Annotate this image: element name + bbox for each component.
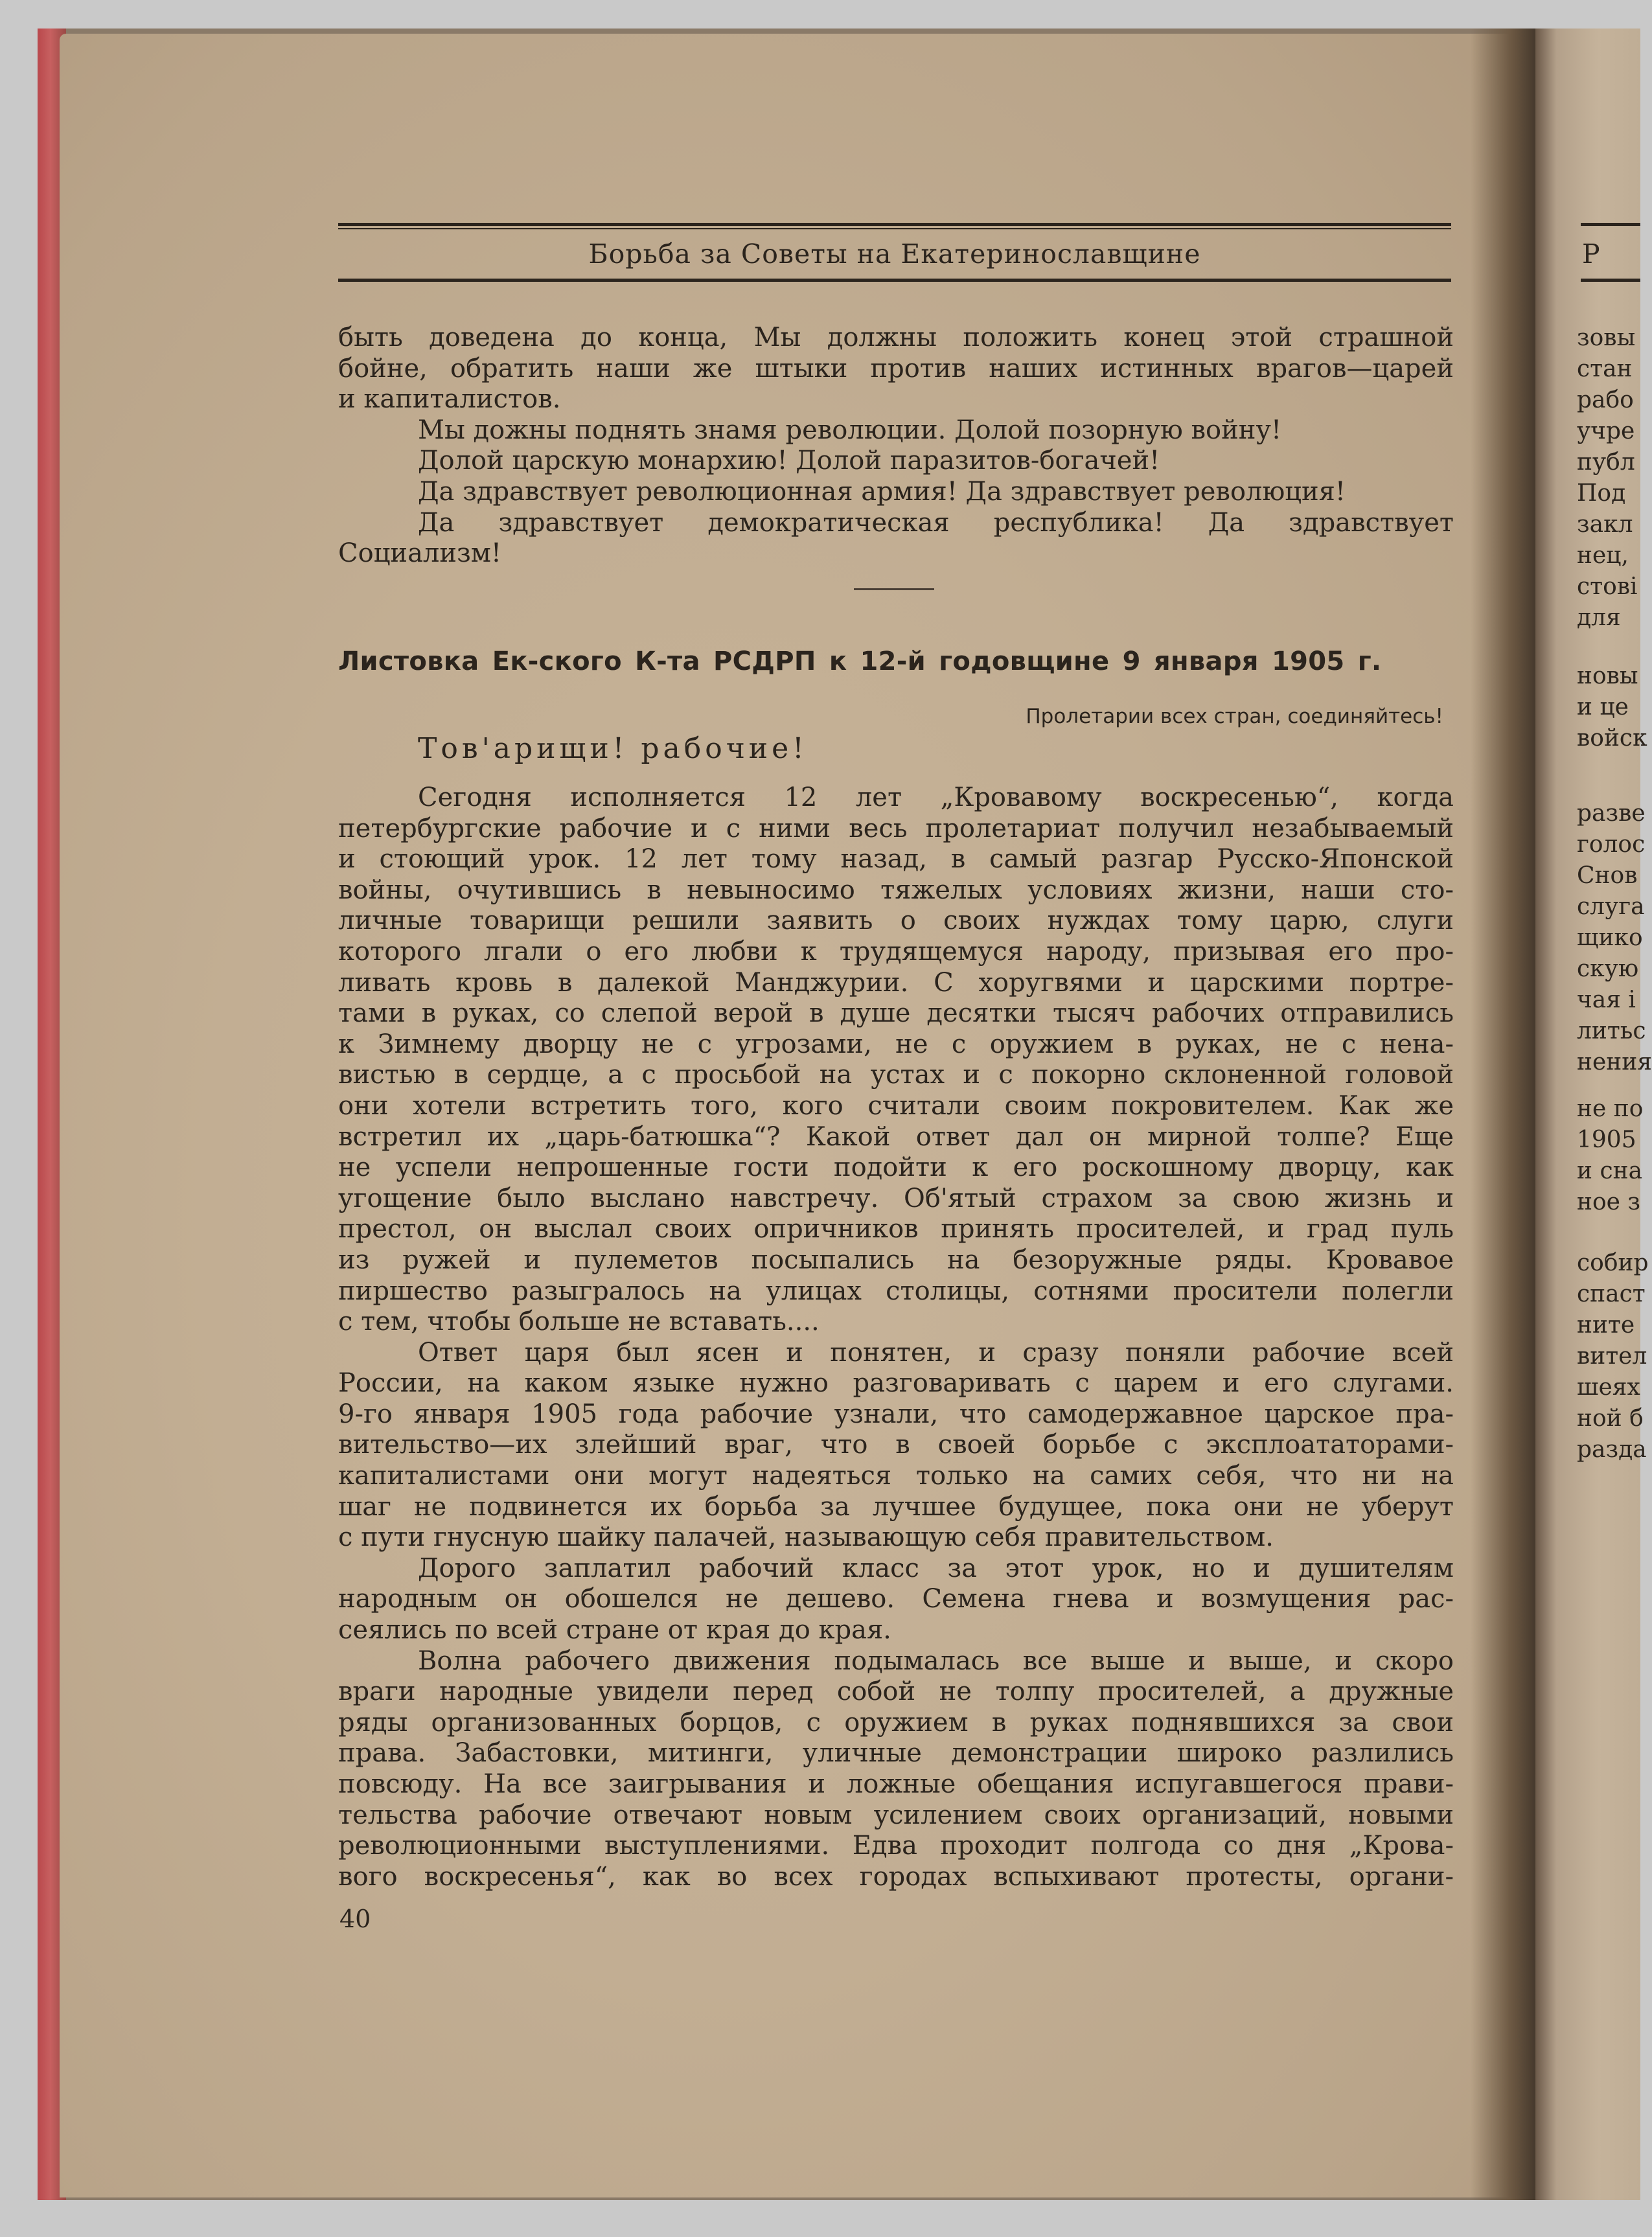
right-header-rule xyxy=(1581,223,1640,226)
fragment-line: нения xyxy=(1577,1049,1652,1075)
text-line: России, на каком языке нужно разговаривать с царем и его слугами. xyxy=(338,1368,1454,1399)
page-number: 40 xyxy=(339,1905,371,1933)
text-line: и капиталистов. xyxy=(338,384,561,415)
text-line: личные товарищи решили заявить о своих нуждах тому царю, слуги xyxy=(338,906,1454,936)
text-line: угощение было выслано навстречу. Об'ятый страхом за свою жизнь и xyxy=(338,1183,1454,1213)
header-rule-top xyxy=(338,223,1451,226)
fragment-line: ное з xyxy=(1577,1189,1641,1215)
fragment-line: чая і xyxy=(1577,987,1636,1013)
text-line: с пути гнусную шайку палачей, называющую себя правительством. xyxy=(338,1522,1274,1553)
text-line: не успели непрошенные гости подойти к его роскошному дворцу, как xyxy=(338,1153,1454,1183)
fragment-line: закл xyxy=(1577,511,1633,538)
section-separator xyxy=(854,588,934,590)
right-page-text-e xyxy=(1577,1248,1649,1465)
leaflet-body xyxy=(338,783,1454,1892)
text-line: Сегодня исполняется 12 лет „Кровавому воскресенью“, когда xyxy=(418,783,1454,812)
fragment-line: разда xyxy=(1577,1436,1647,1463)
fragment-line: слуга xyxy=(1577,893,1645,920)
fragment-line: разве xyxy=(1577,800,1646,827)
text-line: враги народные увидели перед собой не толпу просителей, а дружные xyxy=(338,1677,1454,1707)
slogan-line: Долой царскую монархию! Долой паразитов-богачей! xyxy=(418,446,1160,476)
fragment-line: стан xyxy=(1577,356,1633,382)
text-line: Социализм! xyxy=(338,538,501,569)
text-line: Дорого заплатил рабочий класс за этот урок, но и душителям xyxy=(418,1553,1454,1583)
text-line: пиршество разыгралось на улицах столицы, сотнями просители полегли xyxy=(338,1276,1454,1306)
text-line: войны, очутившись в невыносимо тяжелых условиях жизни, наши сто- xyxy=(338,875,1454,905)
fragment-line: ните xyxy=(1577,1312,1635,1338)
fragment-line: скую xyxy=(1577,956,1639,982)
fragment-line: щико xyxy=(1577,924,1643,951)
fragment-line: не по xyxy=(1577,1096,1644,1122)
fragment-line: учре xyxy=(1577,418,1635,444)
text-line: петербургские рабочие и с ними весь пролетариат получил незабываемый xyxy=(338,813,1454,843)
text-line: быть доведена до конца, Мы должны положить конец этой страшной xyxy=(338,323,1454,352)
fragment-line: 1905 xyxy=(1577,1127,1636,1153)
right-running-head-fragment: Р xyxy=(1582,238,1600,270)
text-line: Ответ царя был ясен и понятен, и сразу поняли рабочие всей xyxy=(418,1337,1454,1368)
text-line: ливать кровь в далекой Манджурии. С хоругвями и царскими портре- xyxy=(338,967,1454,998)
text-line: революционными выступлениями. Едва проходит полгода со дня „Крова- xyxy=(338,1831,1454,1861)
text-line: капиталистами они могут надеяться только на самих себя, что ни на xyxy=(338,1461,1454,1491)
text-line: ряды организованных борцов, с оружием в руках поднявшихся за свои xyxy=(338,1707,1454,1738)
slogan-line: Да здравствует революционная армия! Да здравствует революция! xyxy=(418,476,1346,507)
fragment-line: войск xyxy=(1577,725,1647,751)
fragment-line: стові xyxy=(1577,573,1638,600)
fragment-line: шеях xyxy=(1577,1374,1640,1401)
right-header-rule-bottom xyxy=(1581,279,1640,282)
leaflet-heading: Листовка Ек-ского К-та РСДРП к 12-й годовщине 9 января 1905 г. xyxy=(338,647,1382,676)
text-line: 9-го января 1905 года рабочие узнали, что самодержавное царское пра- xyxy=(338,1399,1454,1429)
fragment-line: вител xyxy=(1577,1343,1647,1370)
fragment-line: для xyxy=(1577,604,1621,631)
fragment-line: Под xyxy=(1577,480,1626,507)
text-line: Волна рабочего движения подымалась все выше и выше, и скоро xyxy=(418,1646,1454,1676)
fragment-line: Снов xyxy=(1577,862,1638,889)
text-line: тами в руках, со слепой верой в душе десятки тысяч рабочих отправились xyxy=(338,998,1454,1029)
leaflet-motto: Пролетарии всех стран, соединяйтесь! xyxy=(1026,705,1443,728)
fragment-line: и сна xyxy=(1577,1158,1643,1184)
leaflet-salutation: Тов'арищи! рабочие! xyxy=(418,732,808,765)
fragment-line: литьс xyxy=(1577,1018,1646,1044)
header-rule-top-thin xyxy=(338,228,1451,229)
fragment-line: ной б xyxy=(1577,1405,1644,1432)
right-page-text-a xyxy=(1577,323,1640,634)
slogan-line: Мы дожны поднять знамя революции. Долой позорную войну! xyxy=(418,415,1282,445)
fragment-line: новы xyxy=(1577,663,1638,689)
fragment-line: публ xyxy=(1577,449,1635,476)
fragment-line: нец, xyxy=(1577,542,1629,569)
right-page-text-c xyxy=(1577,798,1652,1078)
text-line: народным он обошелся не дешево. Семена гнева и возмущения рас- xyxy=(338,1584,1454,1614)
text-line: из ружей и пулеметов посыпались на безоружные ряды. Кровавое xyxy=(338,1245,1454,1275)
text-line: которого лгали о его любви к трудящемуся народу, призывая его про- xyxy=(338,936,1454,967)
header-rule-bottom xyxy=(338,279,1451,282)
text-line: повсюду. На все заигрывания и ложные обещания испугавшегося прави- xyxy=(338,1769,1454,1799)
right-page-text-b xyxy=(1577,661,1647,754)
slogan-line: Да здравствует демократическая республика! Да здравствует xyxy=(418,507,1454,538)
text-line: встретил их „царь-батюшка“? Какой ответ дал он мирной толпе? Еще xyxy=(338,1121,1454,1152)
text-line: престол, он выслал своих опричников принять просителей, и град пуль xyxy=(338,1214,1454,1245)
text-line: вистью в сердце, а с просьбой на устах и с покорно склоненной головой xyxy=(338,1060,1454,1090)
text-line: шаг не подвинется их борьба за лучшее будущее, пока они не уберут xyxy=(338,1491,1454,1522)
text-line: к Зимнему дворцу не с угрозами, не с оружием в руках, не с нена- xyxy=(338,1029,1454,1059)
text-line: тельства рабочие отвечают новым усилением своих организаций, новыми xyxy=(338,1800,1454,1830)
text-line: с тем, чтобы больше не вставать.... xyxy=(338,1307,820,1337)
text-line: они хотели встретить того, кого считали своим покровителем. Как же xyxy=(338,1090,1454,1121)
text-line: вительство—их злейший враг, что в своей борьбе с эксплоататорами- xyxy=(338,1430,1454,1460)
book-gutter-shadow xyxy=(1471,29,1542,2200)
text-line: сеялись по всей стране от края до края. xyxy=(338,1615,891,1646)
fragment-line: голос xyxy=(1577,831,1646,858)
text-line: бойне, обратить наши же штыки против наших истинных врагов—царей xyxy=(338,353,1454,384)
text-line: вого воскресенья“, как во всех городах вспыхивают протесты, органи- xyxy=(338,1861,1454,1892)
text-line: права. Забастовки, митинги, уличные демонстрации широко разлились xyxy=(338,1738,1454,1769)
right-page-text-d xyxy=(1577,1094,1644,1218)
fragment-line: собир xyxy=(1577,1250,1649,1276)
fragment-line: спаст xyxy=(1577,1281,1646,1307)
fragment-line: зовы xyxy=(1577,325,1636,351)
text-line: и стоющий урок. 12 лет тому назад, в самый разгар Русско-Японской xyxy=(338,844,1454,875)
fragment-line: и це xyxy=(1577,694,1629,720)
fragment-line: рабо xyxy=(1577,387,1634,413)
running-head: Борьба за Советы на Екатеринославщине xyxy=(588,238,1201,270)
intro-paragraph xyxy=(338,323,1454,569)
